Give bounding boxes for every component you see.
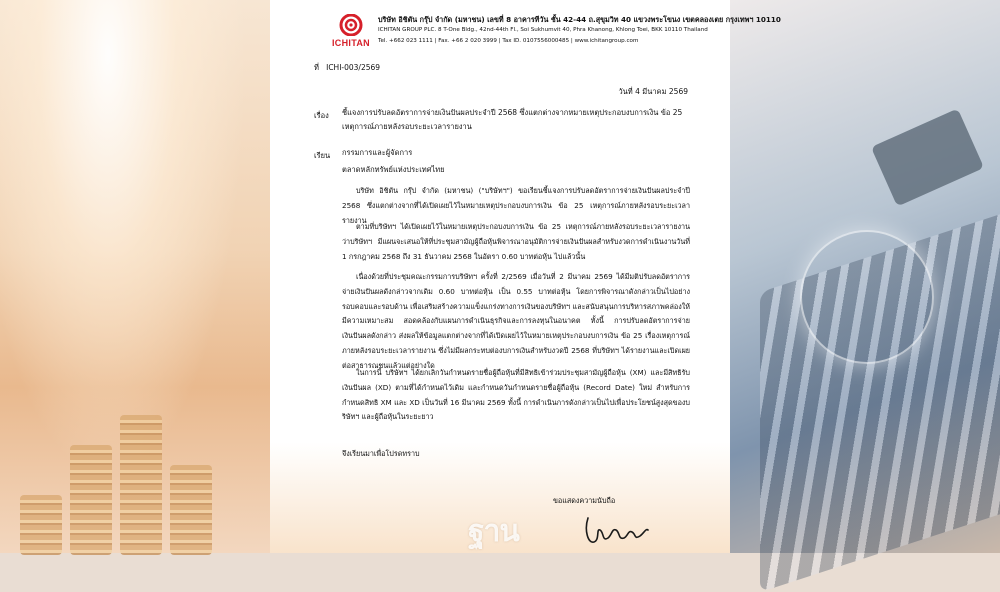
publisher-watermark-logo: ฐาน (468, 515, 519, 548)
body-paragraph-1: บริษัท อิชิตัน กรุ๊ป จำกัด (มหาชน) ("บริษัทฯ") ขอเรียนชี้แจงการปรับลดอัตราการจ่ายเงินปันผลประจำปี 2568 ซึ่งแตกต่างจากที่ได้เปิดเผยไว้ในหมายเหตุประกอบงบการเงิน ข้อ 25 เหตุการณ์ภายหลังรอบระยะเวลารายงาน (342, 186, 690, 225)
company-name-english: ICHITAN GROUP PLC. 8 T-One Bldg., 42nd-44th Fl., Soi Sukhumvit 40, Phra Khanong, Khlong Toei, BKK 10110 Thailand (378, 27, 708, 33)
company-name-thai: บริษัท อิชิตัน กรุ๊ป จำกัด (มหาชน) เลขที่ 8 อาคารทีวัน ชั้น 42-44 ถ.สุขุมวิท 40 แขวงพระโขนง เขตคลองเตย กรุงเทพฯ 10110 (378, 15, 781, 24)
recipient-line-2: ตลาดหลักทรัพย์แห่งประเทศไทย (342, 165, 445, 174)
doc-no-value: ICHI-003/2569 (326, 63, 381, 72)
signature-image (582, 510, 652, 550)
document-number (314, 62, 380, 74)
subject-text: ชี้แจงการปรับลดอัตราการจ่ายเงินปันผลประจำปี 2568 ซึ่งแตกต่างจากหมายเหตุประกอบงบการเงิน ข้อ 25 เหตุการณ์ภายหลังรอบระยะเวลารายงาน (342, 108, 683, 131)
doc-no-label: ที่ (314, 63, 319, 72)
background-right-laptop (730, 0, 1000, 553)
ichitan-logo-icon (338, 14, 364, 36)
body-paragraph-2: ตามที่บริษัทฯ ได้เปิดเผยไว้ในหมายเหตุประกอบงบการเงิน ข้อ 25 เหตุการณ์ภายหลังรอบระยะเวลารายงาน ว่าบริษัทฯ มีแผนจะเสนอให้ที่ประชุมสามัญผู้ถือหุ้นพิจารณาอนุมัติการจ่ายเงินปันผลสำหรับงวดการดำเนินงานวันที่ 1 กรกฎาคม 2568 ถึง 31 ธันวาคม 2568 ในอัตรา 0.60 บาทต่อหุ้น ไปแล้วนั้น (342, 222, 690, 261)
coin-stacks-image (20, 395, 240, 555)
letter-document (270, 0, 781, 553)
recipient-label: เรียน (314, 151, 331, 160)
background-left-coins (0, 0, 270, 553)
recipient-line-1: กรรมการและผู้จัดการ (342, 148, 413, 157)
logo-wordmark: ICHITAN (332, 38, 370, 48)
subject-label: เรื่อง (314, 111, 329, 120)
closing-line: จึงเรียนมาเพื่อโปรดทราบ (342, 449, 420, 458)
regards-line: ขอแสดงความนับถือ (553, 496, 616, 505)
company-contact: Tel. +662 023 1111 | Fax. +66 2 020 3999 | Tax ID. 0107556000485 | www.ichitangroup.com (378, 38, 639, 44)
body-paragraph-3: เนื่องด้วยที่ประชุมคณะกรรมการบริษัทฯ ครั้งที่ 2/2569 เมื่อวันที่ 2 มีนาคม 2569 ได้มีมติปรับลดอัตราการจ่ายเงินปันผลดังกล่าวจากเดิม 0.60 บาทต่อหุ้น เป็น 0.55 บาทต่อหุ้น โดยการพิจารณาดังกล่าวเป็นไปอย่างรอบคอบและรอบด้าน เพื่อเสริมสร้างความแข็งแกร่งทางการเงินของบริษัทฯ และสนับสนุนการบริหารสภาพคล่องให้มีความเหมาะสม สอดคล้องกับแผนการดำเนินธุรกิจและการลงทุนในอนาคต ทั้งนี้ การปรับลดอัตราการจ่ายเงินปันผลดังกล่าว ส่งผลให้ข้อมูลแตกต่างจากที่ได้เปิดเผยไว้ในหมายเหตุประกอบงบการเงิน ข้อ 25 เรื่องเหตุการณ์ภายหลังรอบระยะเวลารายงาน ซึ่งไม่มีผลกระทบต่องบการเงินสำหรับงวดปี 2568 ที่บริษัทฯ ได้รายงานและเปิดเผยต่อสาธารณชนแล้วแต่อย่างใด (342, 272, 690, 370)
body-paragraph-4: ในการนี้ บริษัทฯ ได้ยกเลิกวันกำหนดรายชื่อผู้ถือหุ้นที่มีสิทธิเข้าร่วมประชุมสามัญผู้ถือหุ้น (XM) และมีสิทธิรับเงินปันผล (XD) ตามที่ได้กำหนดไว้เดิม และกำหนดวันกำหนดรายชื่อผู้ถือหุ้น (Record Date) ใหม่ สำหรับการกำหนดสิทธิ XM และ XD เป็นวันที่ 16 มีนาคม 2569 ทั้งนี้ การดำเนินการดังกล่าวเป็นไปเพื่อประโยชน์สูงสุดของบริษัทฯ และผู้ถือหุ้นในระยะยาว (342, 368, 690, 422)
letterhead (332, 14, 781, 52)
phone-image (871, 108, 984, 206)
glow-ring-decoration (800, 230, 934, 364)
letter-date: วันที่ 4 มีนาคม 2569 (618, 87, 688, 96)
